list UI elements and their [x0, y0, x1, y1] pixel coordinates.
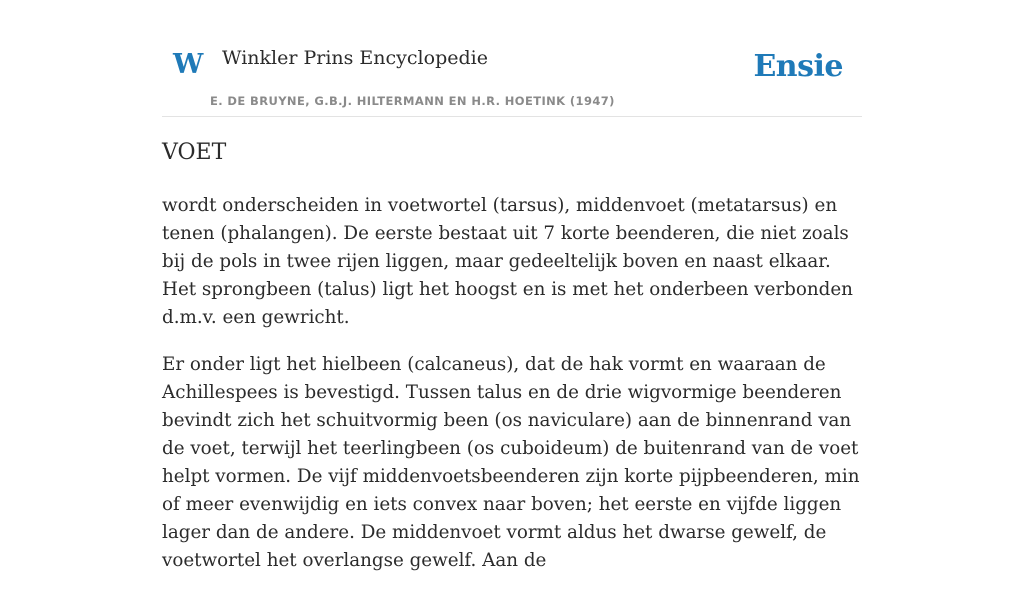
source-title[interactable]: Winkler Prins Encyclopedie: [222, 47, 488, 69]
article-paragraph: wordt onderscheiden in voetwortel (tarsus), middenvoet (metatarsus) en tenen (phalangen). De eerste bestaat uit 7 korte beenderen, die niet zoals bij de pols in twee rijen liggen, maar gedeeltelijk boven en naast elkaar. Het sprongbeen (talus) ligt het hoogst en is met het onderbeen verbonden d.m.v. een gewricht.: [162, 195, 853, 328]
source-header: [162, 0, 862, 117]
article-body: [162, 192, 862, 594]
page-container: [162, 0, 862, 571]
article-title: VOET: [162, 140, 227, 165]
article-paragraph: Er onder ligt het hielbeen (calcaneus), dat de hak vormt en waaraan de Achillespees is bevestigd. Tussen talus en de drie wigvormige beenderen bevindt zich het schuitvormig been (os naviculare) aan de binnenrand van de voet, terwijl het teerlingbeen (os cuboideum) de buitenrand van de voet helpt vormen. De vijf middenvoetsbeenderen zijn korte pijpbeenderen, min of meer evenwijdig en iets convex naar boven; het eerste en vijfde liggen lager dan de andere. De middenvoet vormt aldus het dwarse gewelf, de voetwortel het overlangse gewelf. Aan de: [162, 354, 860, 571]
winkler-prins-logo[interactable]: W: [173, 49, 204, 80]
source-authors: E. DE BRUYNE, G.B.J. HILTERMANN EN H.R. HOETINK (1947): [210, 94, 615, 108]
ensie-logo[interactable]: Ensie: [753, 49, 843, 84]
